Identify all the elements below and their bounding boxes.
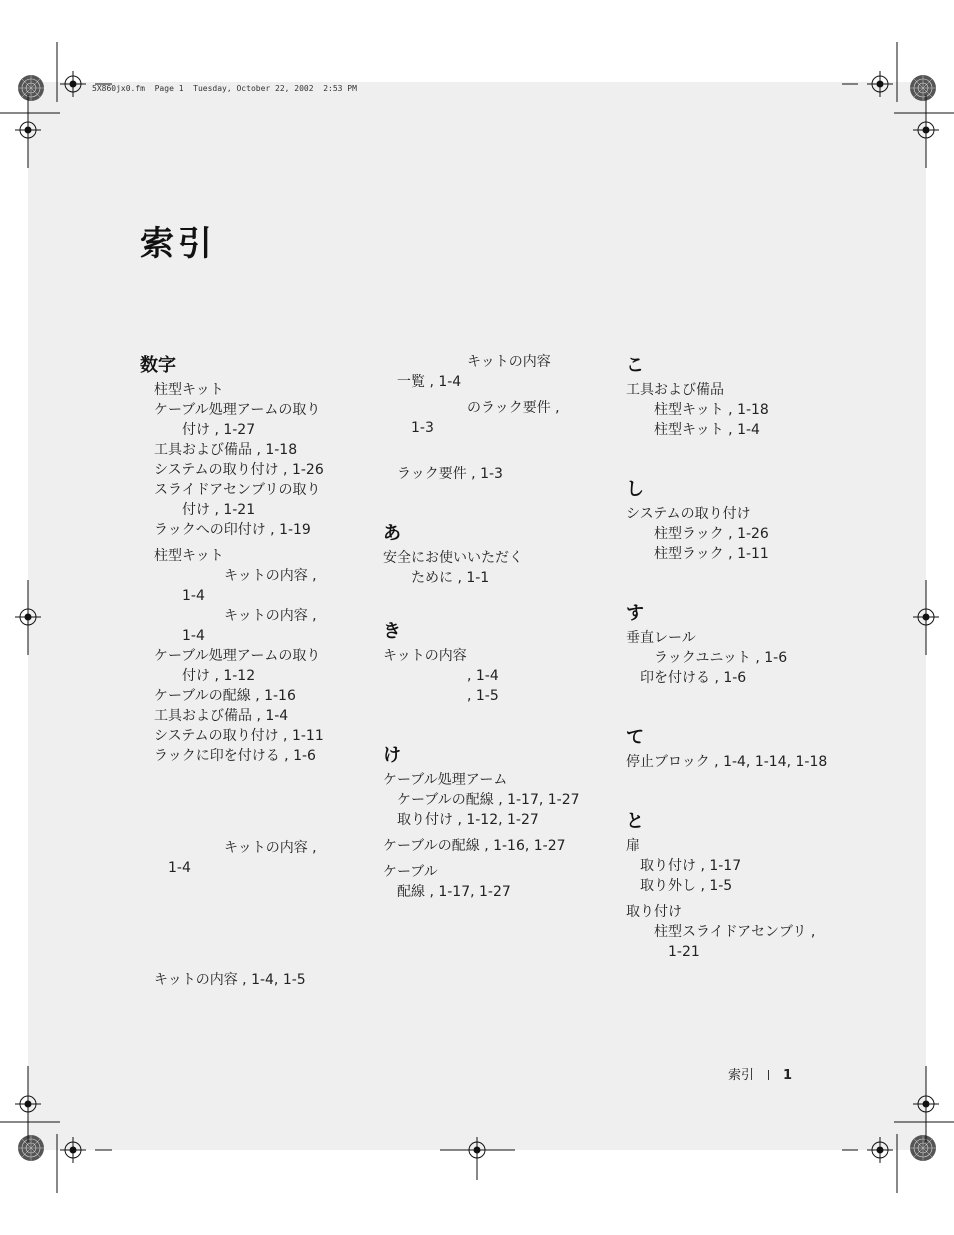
index-entry: , 1-4 <box>467 668 499 684</box>
index-entry: 扉 <box>626 838 640 854</box>
index-entry: 配線 , 1-17, 1-27 <box>397 884 511 900</box>
spacer <box>383 706 598 742</box>
index-entry: 柱型キット , 1-18 <box>654 402 769 418</box>
index-entry: 柱型ラック , 1-26 <box>654 526 769 542</box>
index-column-1 <box>140 352 355 990</box>
index-entry: 1-4 <box>182 628 205 644</box>
section-heading: と <box>626 811 644 832</box>
index-entry: 柱型キット , 1-4 <box>654 422 760 438</box>
footer-divider <box>768 1070 769 1080</box>
index-entry: ケーブルの配線 , 1-16 <box>154 688 296 704</box>
index-entry: 柱型キット <box>154 382 224 398</box>
spacer <box>383 438 598 464</box>
index-entry: キットの内容 , <box>224 568 317 584</box>
section-heading: 数字 <box>140 355 176 376</box>
index-entry: ラックに印を付ける , 1-6 <box>154 748 316 764</box>
index-entry: のラック要件 , <box>467 400 560 416</box>
index-column-2 <box>383 352 598 902</box>
index-entry: ケーブルの配線 , 1-16, 1-27 <box>383 838 566 854</box>
section-heading: す <box>626 603 644 624</box>
index-entry: ケーブルの配線 , 1-17, 1-27 <box>397 792 580 808</box>
index-entry: 印を付ける , 1-6 <box>640 670 747 686</box>
index-entry: 工具および備品 , 1-4 <box>154 708 289 724</box>
index-entry: キットの内容 , <box>224 840 317 856</box>
section-heading: こ <box>626 355 644 376</box>
page-number: 1 <box>783 1068 793 1083</box>
index-column-3 <box>626 352 861 962</box>
index-entry: キットの内容 <box>467 354 551 370</box>
index-entry: キットの内容 , <box>224 608 317 624</box>
index-entry: システムの取り付け , 1-11 <box>154 728 324 744</box>
spacer <box>626 772 861 808</box>
index-entry: キットの内容 <box>383 648 467 664</box>
page-title: 索引 <box>140 224 216 264</box>
index-entry: 工具および備品 <box>626 382 724 398</box>
index-entry: ケーブル <box>383 864 438 880</box>
section-heading: け <box>383 745 401 766</box>
spacer <box>383 588 598 618</box>
spacer <box>626 564 861 600</box>
index-entry: 付け , 1-27 <box>182 422 256 438</box>
index-entry: 柱型スライドアセンブリ , <box>654 924 816 940</box>
index-entry: 垂直レール <box>626 630 696 646</box>
spacer <box>626 688 861 724</box>
index-entry: 取り付け , 1-17 <box>640 858 742 874</box>
index-entry: キットの内容 , 1-4, 1-5 <box>154 972 306 988</box>
index-entry: ケーブル処理アームの取り <box>154 402 321 418</box>
section-heading: し <box>626 479 644 500</box>
section-heading: あ <box>383 523 401 544</box>
index-entry: 付け , 1-21 <box>182 502 256 518</box>
index-entry: 付け , 1-12 <box>182 668 256 684</box>
index-entry: ケーブル処理アームの取り <box>154 648 321 664</box>
index-entry: 取り付け , 1-12, 1-27 <box>397 812 539 828</box>
index-entry: スライドアセンブリの取り <box>154 482 321 498</box>
index-entry: 1-3 <box>411 420 434 436</box>
index-entry: 1-4 <box>182 588 205 604</box>
index-entry: 柱型キット <box>154 548 224 564</box>
spacer <box>140 766 355 838</box>
index-entry: ラック要件 , 1-3 <box>397 466 503 482</box>
footer-label: 索引 <box>728 1068 755 1083</box>
index-entry: 1-4 <box>168 860 191 876</box>
spacer <box>383 484 598 520</box>
index-entry: システムの取り付け , 1-26 <box>154 462 324 478</box>
index-entry: 工具および備品 , 1-18 <box>154 442 298 458</box>
index-entry: 取り外し , 1-5 <box>640 878 733 894</box>
index-entry: ために , 1-1 <box>411 570 490 586</box>
index-entry: 安全にお使いいただく <box>383 550 523 566</box>
section-heading: て <box>626 727 644 748</box>
index-entry: 停止ブロック , 1-4, 1-14, 1-18 <box>626 754 828 770</box>
index-entry: 取り付け <box>626 904 682 920</box>
spacer <box>140 878 355 970</box>
index-entry: 1-21 <box>668 944 700 960</box>
section-heading: き <box>383 621 401 642</box>
slug-line: 5X860jx0.fm Page 1 Tuesday, October 22, 2002 2:53 PM <box>92 84 357 93</box>
index-entry: ラックユニット , 1-6 <box>654 650 788 666</box>
index-entry: 一覧 , 1-4 <box>397 374 462 390</box>
index-entry: システムの取り付け <box>626 506 751 522</box>
spacer <box>626 440 861 476</box>
page-footer <box>728 1064 792 1083</box>
index-entry: ケーブル処理アーム <box>383 772 508 788</box>
index-entry: ラックへの印付け , 1-19 <box>154 522 311 538</box>
index-entry: 柱型ラック , 1-11 <box>654 546 769 562</box>
index-entry: , 1-5 <box>467 688 499 704</box>
